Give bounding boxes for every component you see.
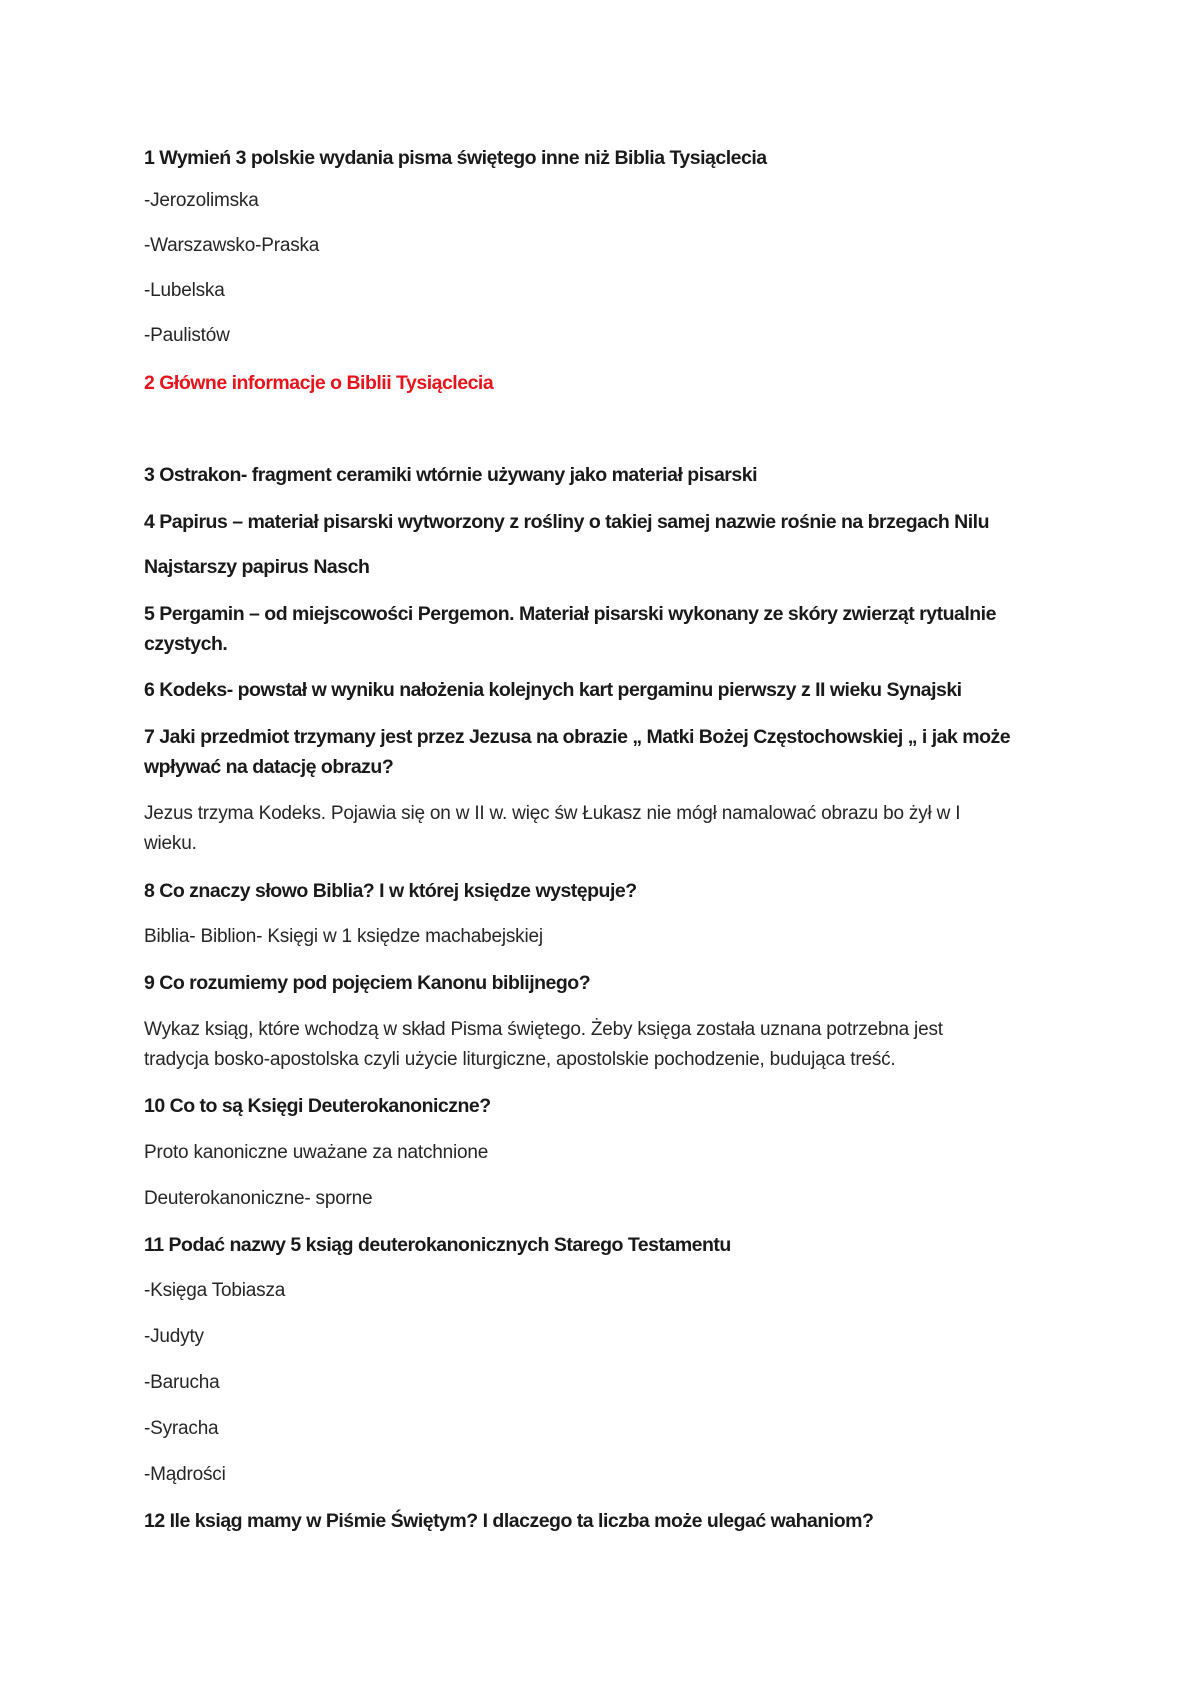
question-6: 6 Kodeks- powstał w wyniku nałożenia kolejnych kart pergaminu pierwszy z II wieku Synajski [144,679,962,701]
answer-line: -Mądrości [144,1464,226,1485]
answer-line: Wykaz ksiąg, które wchodzą w skład Pisma świętego. Żeby księga została uznana potrzebna jest [144,1019,943,1040]
question-10: 10 Co to są Księgi Deuterokanoniczne? [144,1095,491,1117]
answer-line: -Księga Tobiasza [144,1280,286,1301]
question-7: 7 Jaki przedmiot trzymany jest przez Jezusa na obrazie „ Matki Bożej Częstochowskiej „ i jak może [144,726,1011,748]
question-1: 1 Wymień 3 polskie wydania pisma świętego inne niż Biblia Tysiąclecia [144,147,767,169]
answer-line: -Barucha [144,1372,220,1393]
question-11: 11 Podać nazwy 5 ksiąg deuterokanonicznych Starego Testamentu [144,1234,731,1256]
answer-line: -Paulistów [144,325,230,346]
answer-line: -Warszawsko-Praska [144,235,320,256]
question-7-continued: wpływać na datację obrazu? [144,756,394,778]
question-2-red: 2 Główne informacje o Biblii Tysiąclecia [144,372,494,394]
answer-line: -Jerozolimska [144,190,259,211]
question-4: 4 Papirus – materiał pisarski wytworzony z rośliny o takiej samej nazwie rośnie na brzegach Nilu [144,511,989,533]
question-3: 3 Ostrakon- fragment ceramiki wtórnie używany jako materiał pisarski [144,464,757,486]
question-4-continued: Najstarszy papirus Nasch [144,556,370,578]
answer-line: -Judyty [144,1326,204,1347]
question-12: 12 Ile ksiąg mamy w Piśmie Świętym? I dlaczego ta liczba może ulegać wahaniom? [144,1510,874,1532]
question-9: 9 Co rozumiemy pod pojęciem Kanonu biblijnego? [144,972,591,994]
answer-line: Proto kanoniczne uważane za natchnione [144,1142,489,1163]
question-5-continued: czystych. [144,633,228,655]
answer-line: Biblia- Biblion- Księgi w 1 księdze machabejskiej [144,926,543,947]
answer-line: wieku. [144,833,197,854]
answer-line: Deuterokanoniczne- sporne [144,1188,373,1209]
question-5: 5 Pergamin – od miejscowości Pergemon. Materiał pisarski wykonany ze skóry zwierząt rytualnie [144,603,996,625]
answer-line: -Lubelska [144,280,225,301]
answer-line: Jezus trzyma Kodeks. Pojawia się on w II w. więc św Łukasz nie mógł namalować obrazu bo żył w I [144,803,961,824]
answer-line: -Syracha [144,1418,219,1439]
answer-line: tradycja bosko-apostolska czyli użycie liturgiczne, apostolskie pochodzenie, budująca treść. [144,1049,896,1070]
question-8: 8 Co znaczy słowo Biblia? I w której księdze występuje? [144,880,637,902]
